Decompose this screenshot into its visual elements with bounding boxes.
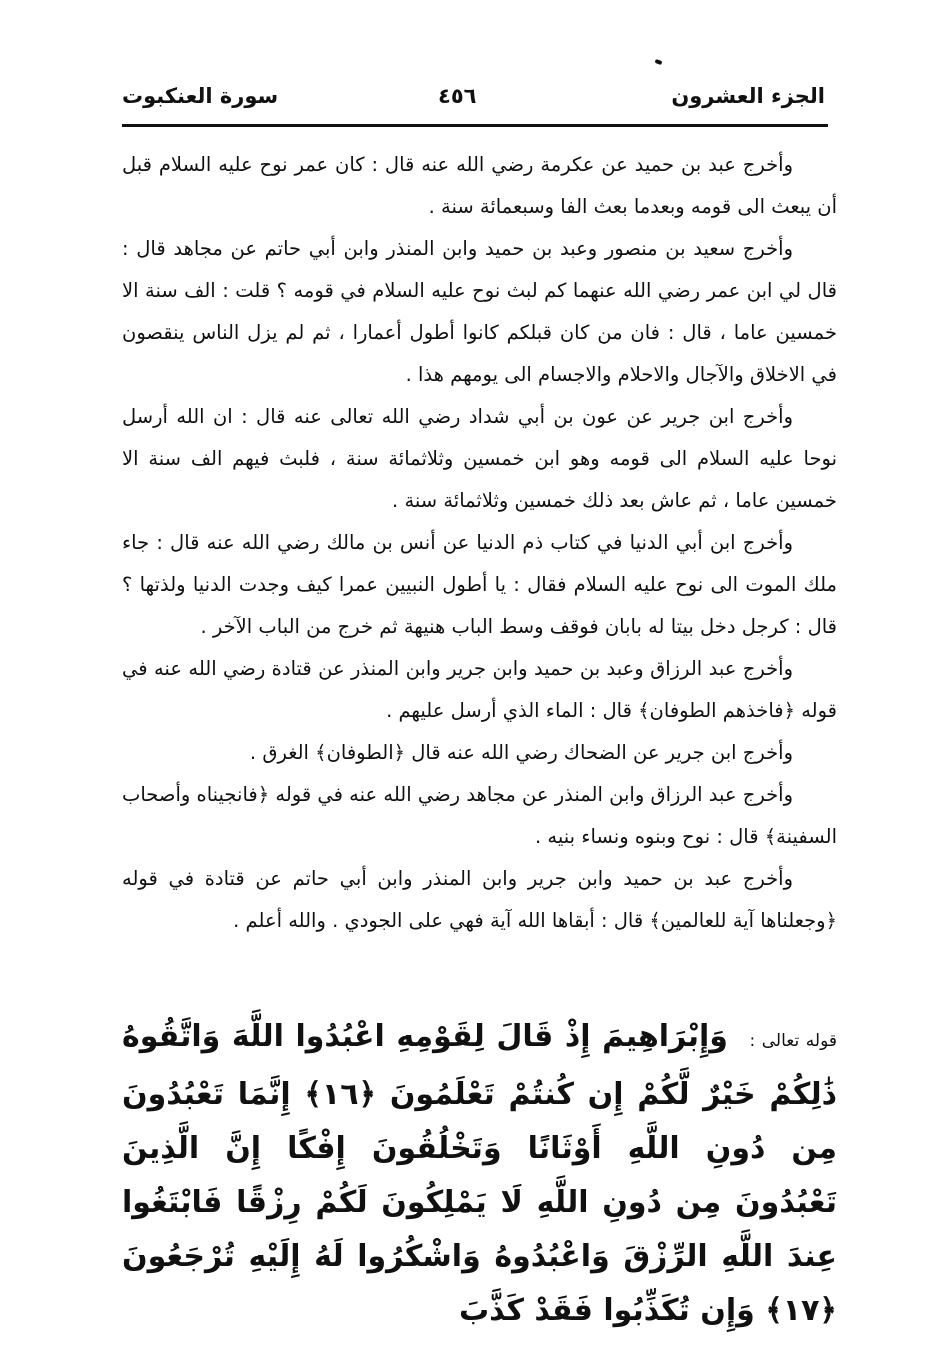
header-rule — [122, 124, 828, 127]
commentary-body — [122, 144, 837, 942]
juz-title: الجزء العشرون — [671, 84, 825, 108]
paragraph-anas: وأخرج ابن أبي الدنيا في كتاب ذم الدنيا عن أنس بن مالك رضي الله عنه قال : جاء ملك الموت الى نوح عليه السلام فقال : يا أطول النبيين عمرا كيف وجدت الدنيا ولذتها ؟ قال : كرجل دخل بيتا له بابان فوقف وسط الباب هنيهة ثم خرج من الباب الآخر . — [122, 531, 837, 638]
verse-text: وَإِبْرَاهِيمَ إِذْ قَالَ لِقَوْمِهِ اعْبُدُوا اللَّهَ وَاتَّقُوهُ ذَٰلِكُمْ خَيْرٌ لَّكُمْ إِن كُنتُمْ تَعْلَمُونَ ﴿١٦﴾ إِنَّمَا تَعْبُدُونَ مِن دُونِ اللَّهِ أَوْثَانًا وَتَخْلُقُونَ إِفْكًا إِنَّ الَّذِينَ تَعْبُدُونَ مِن دُونِ اللَّهِ لَا يَمْلِكُونَ لَكُمْ رِزْقًا فَابْتَغُوا عِندَ اللَّهِ الرِّزْقَ وَاعْبُدُوهُ وَاشْكُرُوا لَهُ إِلَيْهِ تُرْجَعُونَ ﴿١٧﴾ وَإِن تُكَذِّبُوا فَقَدْ كَذَّبَ — [122, 1019, 837, 1328]
paragraph-mujahid-ark: وأخرج عبد الرزاق وابن المنذر عن مجاهد رضي الله عنه في قوله ﴿فانجيناه وأصحاب السفينة﴾ قال : نوح وبنوه ونساء بنيه . — [122, 783, 837, 848]
paragraph-awn: وأخرج ابن جرير عن عون بن أبي شداد رضي الله تعالى عنه قال : ان الله أرسل نوحا عليه السلام الى قومه وهو ابن خمسين وثلاثمائة سنة ، فلبث فيهم الف سنة الا خمسين عاما ، ثم عاش بعد ذلك خمسين وثلاثمائة سنة . — [122, 405, 837, 512]
ink-speck — [655, 59, 663, 65]
page-number: ٤٥٦ — [438, 84, 477, 108]
verse-intro: قوله تعالى : — [749, 1031, 837, 1051]
surah-title: سورة العنكبوت — [122, 84, 279, 108]
paragraph-qatada-flood: وأخرج عبد الرزاق وعبد بن حميد وابن جرير وابن المنذر عن قتادة رضي الله عنه في قوله ﴿فاخذهم الطوفان﴾ قال : الماء الذي أرسل عليهم . — [122, 657, 837, 722]
quran-verses-block — [122, 1010, 837, 1338]
paragraph-qatada-sign: وأخرج عبد بن حميد وابن جرير وابن المنذر وابن أبي حاتم عن قتادة في قوله ﴿وجعلناها آية للعالمين﴾ قال : أبقاها الله آية فهي على الجودي . والله أعلم . — [122, 867, 837, 932]
paragraph-ikrima: وأخرج عبد بن حميد عن عكرمة رضي الله عنه قال : كان عمر نوح عليه السلام قبل أن يبعث الى قومه وبعدما بعث الفا وسبعمائة سنة . — [122, 153, 837, 218]
paragraph-dahhak: وأخرج ابن جرير عن الضحاك رضي الله عنه قال ﴿الطوفان﴾ الغرق . — [249, 741, 793, 764]
page-header — [122, 80, 825, 120]
paragraph-mujahid-ibn-umar: وأخرج سعيد بن منصور وعبد بن حميد وابن المنذر وابن أبي حاتم عن مجاهد قال : قال لي ابن عمر رضي الله عنهما كم لبث نوح عليه السلام في قومه ؟ قلت : الف سنة الا خمسين عاما ، قال : فان من كان قبلكم كانوا أطول أعمارا ، ثم لم يزل الناس ينقصون في الاخلاق والآجال والاحلام والاجسام الى يومهم هذا . — [122, 237, 837, 386]
